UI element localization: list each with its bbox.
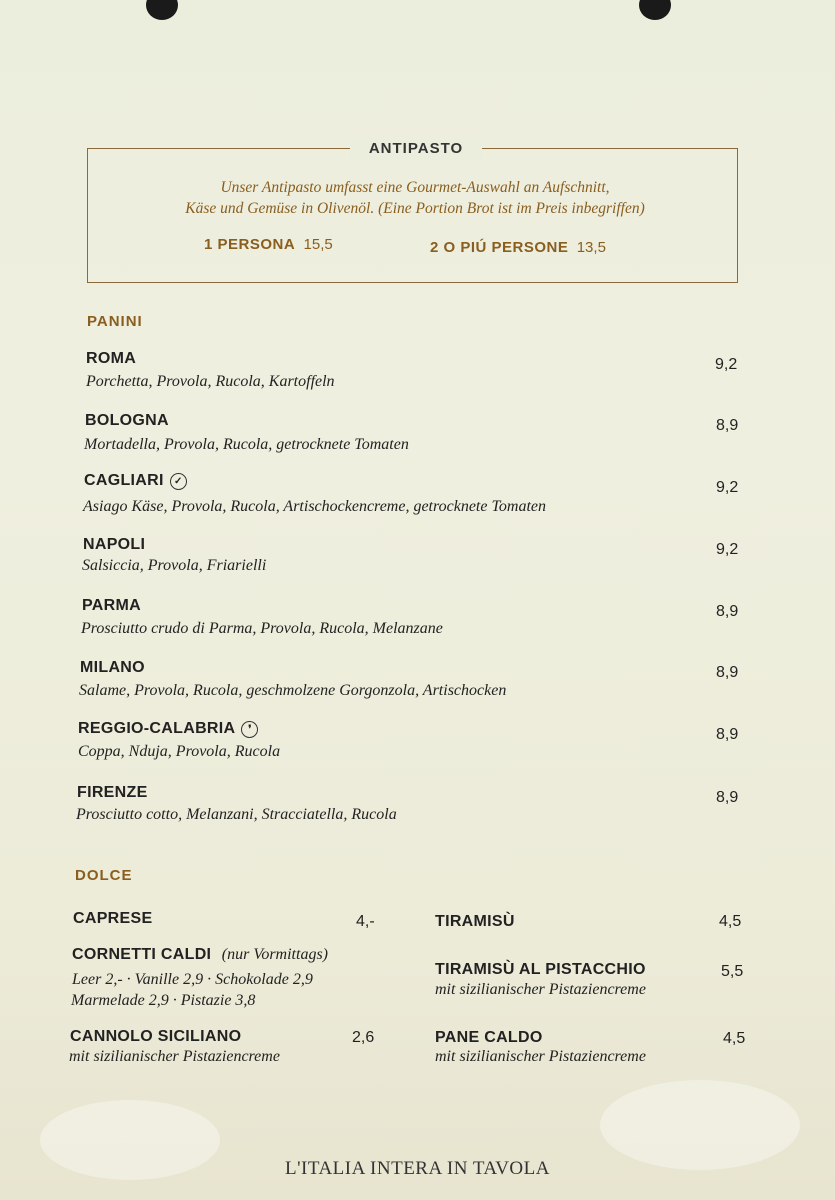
dolce-tiramisu-pistacchio-price: 5,5 — [721, 963, 744, 980]
antipasto-option2-price: 13,5 — [576, 239, 606, 256]
dolce-pane-caldo-price: 4,5 — [723, 1030, 746, 1047]
dolce-cannolo-price: 2,6 — [352, 1029, 375, 1046]
panini-item-price: 8,9 — [716, 417, 739, 434]
antipasto-option2-label: 2 O PIÚ PERSONE — [430, 239, 569, 256]
panini-item-price: 8,9 — [716, 664, 739, 681]
panini-item-price: 9,2 — [715, 356, 738, 373]
dolce-tiramisu-pistacchio-desc: mit sizilianischer Pistaziencreme — [435, 981, 646, 998]
dolce-pane-caldo-desc: mit sizilianischer Pistaziencreme — [435, 1048, 646, 1065]
dolce-cornetti-name: CORNETTI CALDI — [72, 946, 212, 963]
panini-item-name: NAPOLI — [83, 536, 146, 553]
antipasto-option1-label: 1 PERSONA — [204, 236, 296, 253]
footer-slogan: L'ITALIA INTERA IN TAVOLA — [285, 1158, 550, 1179]
antipasto-title: ANTIPASTO — [368, 140, 464, 157]
dolce-caprese-price: 4,- — [356, 913, 375, 930]
dolce-cannolo-name: CANNOLO SICILIANO — [70, 1028, 242, 1045]
panini-item-desc: Porchetta, Provola, Rucola, Kartoffeln — [86, 373, 335, 390]
panini-item-price: 9,2 — [716, 541, 739, 558]
antipasto-title-tab — [350, 140, 482, 160]
panini-item-price: 9,2 — [716, 479, 739, 496]
panini-item-price: 8,9 — [716, 726, 739, 743]
panini-item-cagliari — [84, 472, 187, 490]
dolce-cornetti-line2: Marmelade 2,9 · Pistazie 3,8 — [71, 992, 256, 1009]
panini-title: PANINI — [87, 313, 143, 330]
dolce-tiramisu-pistacchio-name: TIRAMISÙ AL PISTACCHIO — [435, 961, 646, 978]
panini-item-desc: Salsiccia, Provola, Friarielli — [82, 557, 267, 574]
antipasto-option-1 — [204, 236, 333, 253]
panini-item-name: BOLOGNA — [85, 412, 169, 429]
panini-item-price: 8,9 — [716, 789, 739, 806]
antipasto-desc-line1: Unser Antipasto umfasst eine Gourmet-Auswahl an Aufschnitt, — [220, 179, 610, 196]
binder-hole — [639, 0, 671, 20]
panini-item-desc: Mortadella, Provola, Rucola, getrocknete Tomaten — [84, 436, 409, 453]
dolce-pane-caldo-name: PANE CALDO — [435, 1029, 543, 1046]
dolce-cannolo-desc: mit sizilianischer Pistaziencreme — [69, 1048, 280, 1065]
panini-item-name: MILANO — [80, 659, 145, 676]
antipasto-option1-price: 15,5 — [303, 236, 333, 253]
vegetarian-icon: ✓ — [170, 473, 187, 490]
dolce-cornetti-line1: Leer 2,- · Vanille 2,9 · Schokolade 2,9 — [72, 971, 313, 988]
panini-item-desc: Coppa, Nduja, Provola, Rucola — [78, 743, 281, 760]
binder-hole — [146, 0, 178, 20]
spicy-icon: ❜ — [241, 721, 258, 738]
antipasto-desc-line2: Käse und Gemüse in Olivenöl. (Eine Portion Brot ist im Preis inbegriffen) — [185, 200, 645, 217]
dolce-tiramisu-price: 4,5 — [719, 913, 742, 930]
dolce-tiramisu-name: TIRAMISÙ — [435, 913, 515, 930]
panini-item-desc: Salame, Provola, Rucola, geschmolzene Gorgonzola, Artischocken — [79, 682, 507, 699]
panini-item-name: REGGIO-CALABRIA — [78, 720, 236, 737]
panini-item-desc: Prosciutto crudo di Parma, Provola, Rucola, Melanzane — [81, 620, 443, 637]
panini-item-desc: Prosciutto cotto, Melanzani, Stracciatella, Rucola — [76, 806, 397, 823]
antipasto-option-2 — [430, 239, 606, 256]
dolce-caprese-name: CAPRESE — [73, 910, 153, 927]
panini-item-reggio-calabria — [78, 720, 258, 738]
panini-item-name: CAGLIARI — [84, 472, 164, 489]
panini-item-name: ROMA — [86, 350, 137, 367]
panini-item-name: PARMA — [82, 597, 141, 614]
dolce-cornetti — [72, 946, 328, 964]
panini-item-desc: Asiago Käse, Provola, Rucola, Artischockencreme, getrocknete Tomaten — [83, 498, 547, 515]
dolce-title: DOLCE — [75, 867, 133, 884]
panini-item-price: 8,9 — [716, 603, 739, 620]
panini-item-name: FIRENZE — [77, 784, 148, 801]
paper-stain — [600, 1080, 800, 1170]
dolce-cornetti-note: (nur Vormittags) — [221, 946, 328, 963]
